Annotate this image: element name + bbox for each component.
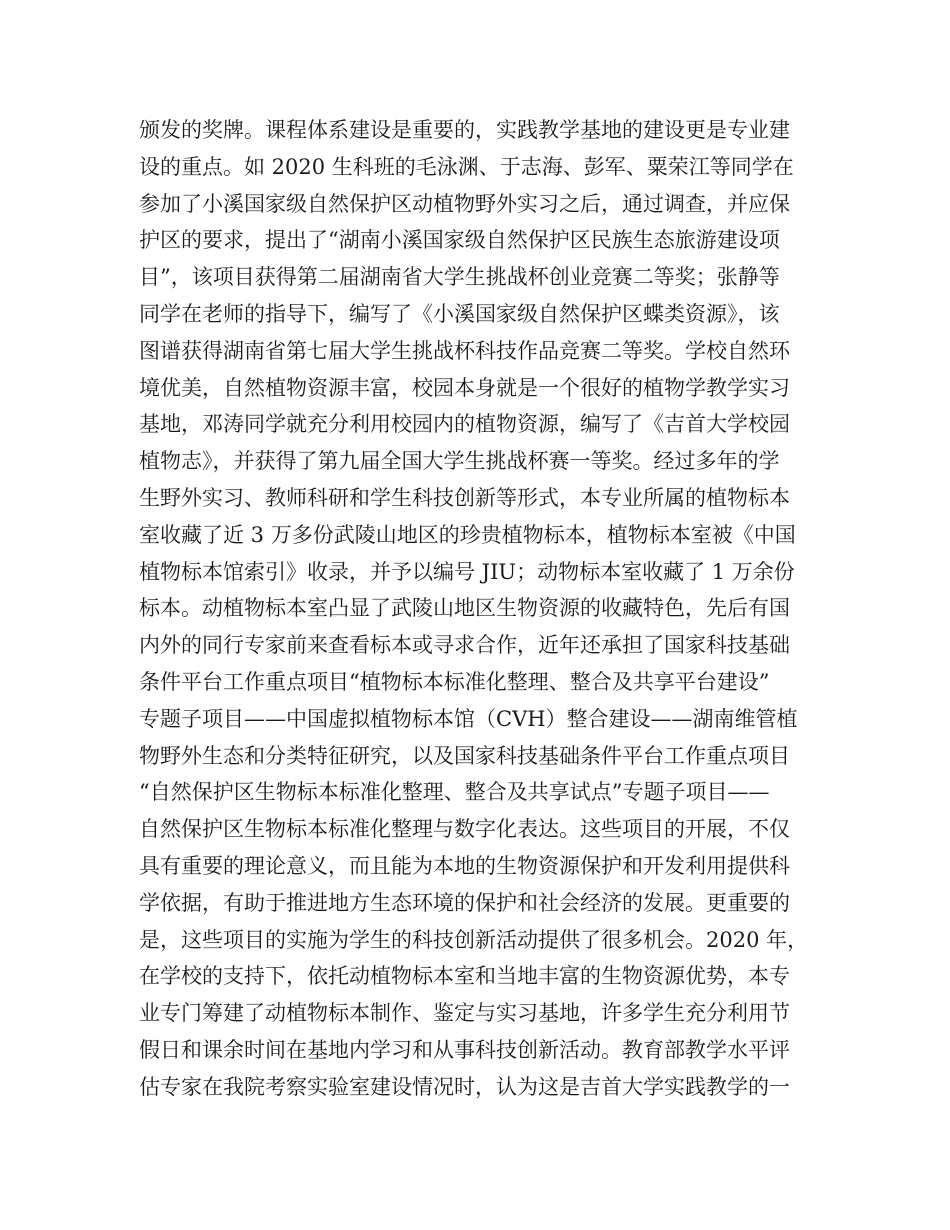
text-line: 条件平台工作重点项目“植物标本标准化整理、整合及共享平台建设” <box>139 669 770 694</box>
text-line: 室收藏了近 3 万多份武陵山地区的珍贵植物标本，植物标本室被《中国 <box>139 522 796 547</box>
text-line: 是，这些项目的实施为学生的科技创新活动提供了很多机会。2020 年， <box>139 927 809 952</box>
text-line: 目”，该项目获得第二届湖南省大学生挑战杯创业竞赛二等奖；张静等 <box>139 265 780 290</box>
text-line: 颁发的奖牌。课程体系建设是重要的，实践教学基地的建设更是专业建 <box>139 118 790 142</box>
text-line: 境优美，自然植物资源丰富，校园本身就是一个很好的植物学教学实习 <box>139 375 790 400</box>
text-line: 具有重要的理论意义，而且能为本地的生物资源保护和开发利用提供科 <box>139 853 790 878</box>
text-line: 业专门筹建了动植物标本制作、鉴定与实习基地，许多学生充分利用节 <box>139 1001 790 1026</box>
text-line: 参加了小溪国家级自然保护区动植物野外实习之后，通过调查，并应保 <box>139 191 790 216</box>
text-line: 基地，邓涛同学就充分利用校园内的植物资源，编写了《吉首大学校园 <box>139 412 790 437</box>
text-line: 图谱获得湖南省第七届大学生挑战杯科技作品竞赛二等奖。学校自然环 <box>139 338 790 363</box>
text-line: “自然保护区生物标本标准化整理、整合及共享试点”专题子项目—— <box>139 780 770 805</box>
text-line: 标本。动植物标本室凸显了武陵山地区生物资源的收藏特色，先后有国 <box>139 596 790 621</box>
text-line: 物野外生态和分类特征研究，以及国家科技基础条件平台工作重点项目 <box>139 743 790 768</box>
text-line: 估专家在我院考察实验室建设情况时，认为这是吉首大学实践教学的一 <box>139 1074 790 1099</box>
text-line: 同学在老师的指导下，编写了《小溪国家级自然保护区蝶类资源》，该 <box>139 301 780 326</box>
body-paragraph <box>139 112 829 1106</box>
text-line: 在学校的支持下，依托动植物标本室和当地丰富的生物资源优势，本专 <box>139 964 790 989</box>
text-line: 设的重点。如 2020 生科班的毛泳渊、于志海、彭军、粟荣江等同学在 <box>139 154 794 179</box>
text-line: 护区的要求，提出了“湖南小溪国家级自然保护区民族生态旅游建设项 <box>139 228 780 253</box>
text-line: 生野外实习、教师科研和学生科技创新等形式，本专业所属的植物标本 <box>139 485 790 510</box>
text-line: 植物志》，并获得了第九届全国大学生挑战杯赛一等奖。经过多年的学 <box>139 449 780 474</box>
text-line: 内外的同行专家前来查看标本或寻求合作，近年还承担了国家科技基础 <box>139 633 790 658</box>
text-line: 植物标本馆索引》收录，并予以编号 JIU；动物标本室收藏了 1 万余份 <box>139 559 795 584</box>
text-line: 专题子项目——中国虚拟植物标本馆（CVH）整合建设——湖南维管植 <box>139 706 798 731</box>
text-line: 学依据，有助于推进地方生态环境的保护和社会经济的发展。更重要的 <box>139 890 790 915</box>
text-line: 假日和课余时间在基地内学习和从事科技创新活动。教育部教学水平评 <box>139 1037 790 1062</box>
text-line: 自然保护区生物标本标准化整理与数字化表达。这些项目的开展，不仅 <box>139 817 790 842</box>
